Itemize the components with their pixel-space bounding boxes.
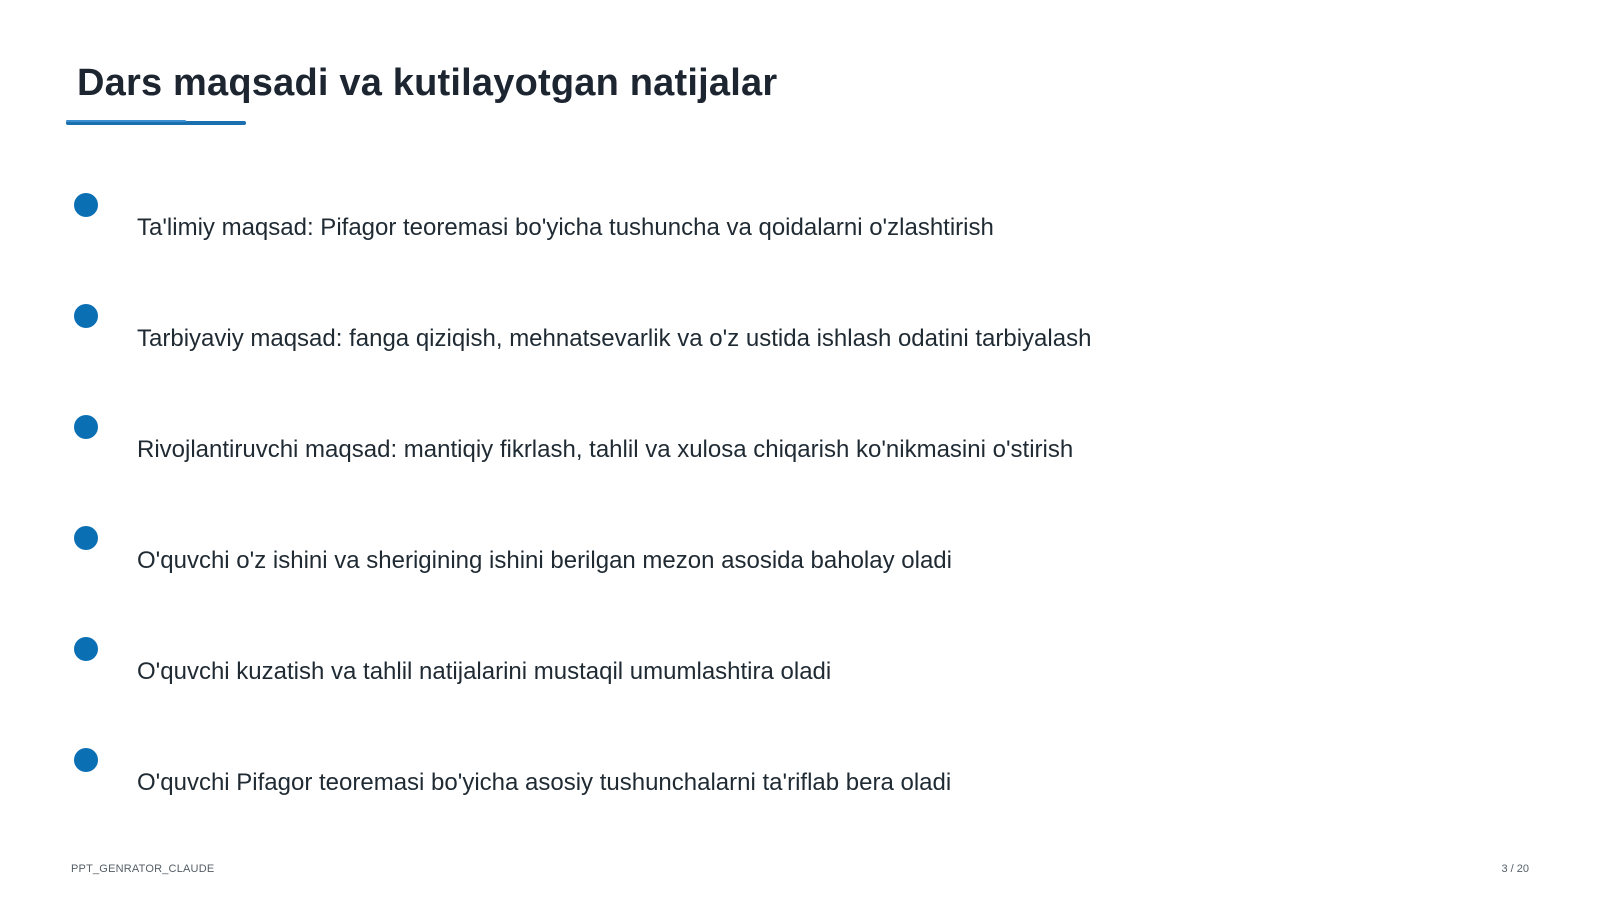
list-item-text: O'quvchi Pifagor teoremasi bo'yicha asosiy tushunchalarni ta'riflab bera oladi [137, 769, 952, 796]
list-item [0, 637, 1500, 717]
bullet-dot-icon [74, 748, 98, 772]
slide-title: Dars maqsadi va kutilayotgan natijalar [77, 62, 778, 104]
bullet-dot-icon [74, 637, 98, 661]
bullet-dot-icon [74, 304, 98, 328]
list-item [0, 526, 1500, 606]
bullet-dot-icon [74, 526, 98, 550]
list-item-text: O'quvchi o'z ishini va sherigining ishini berilgan mezon asosida baholay oladi [137, 547, 952, 574]
page-number: 3 / 20 [1501, 863, 1529, 875]
list-item [0, 193, 1500, 273]
list-item [0, 748, 1500, 828]
bullet-dot-icon [74, 193, 98, 217]
list-item-text: Rivojlantiruvchi maqsad: mantiqiy fikrlash, tahlil va xulosa chiqarish ko'nikmasini o'stirish [137, 436, 1074, 463]
bullet-dot-icon [74, 415, 98, 439]
list-item-text: Ta'limiy maqsad: Pifagor teoremasi bo'yicha tushuncha va qoidalarni o'zlashtirish [137, 214, 994, 241]
footer-generator-label: PPT_GENRATOR_CLAUDE [71, 863, 215, 875]
list-item-text: Tarbiyaviy maqsad: fanga qiziqish, mehnatsevarlik va o'z ustida ishlash odatini tarbiyalash [137, 325, 1092, 352]
list-item-text: O'quvchi kuzatish va tahlil natijalarini mustaqil umumlashtira oladi [137, 658, 832, 685]
list-item [0, 415, 1500, 495]
list-item [0, 304, 1500, 384]
